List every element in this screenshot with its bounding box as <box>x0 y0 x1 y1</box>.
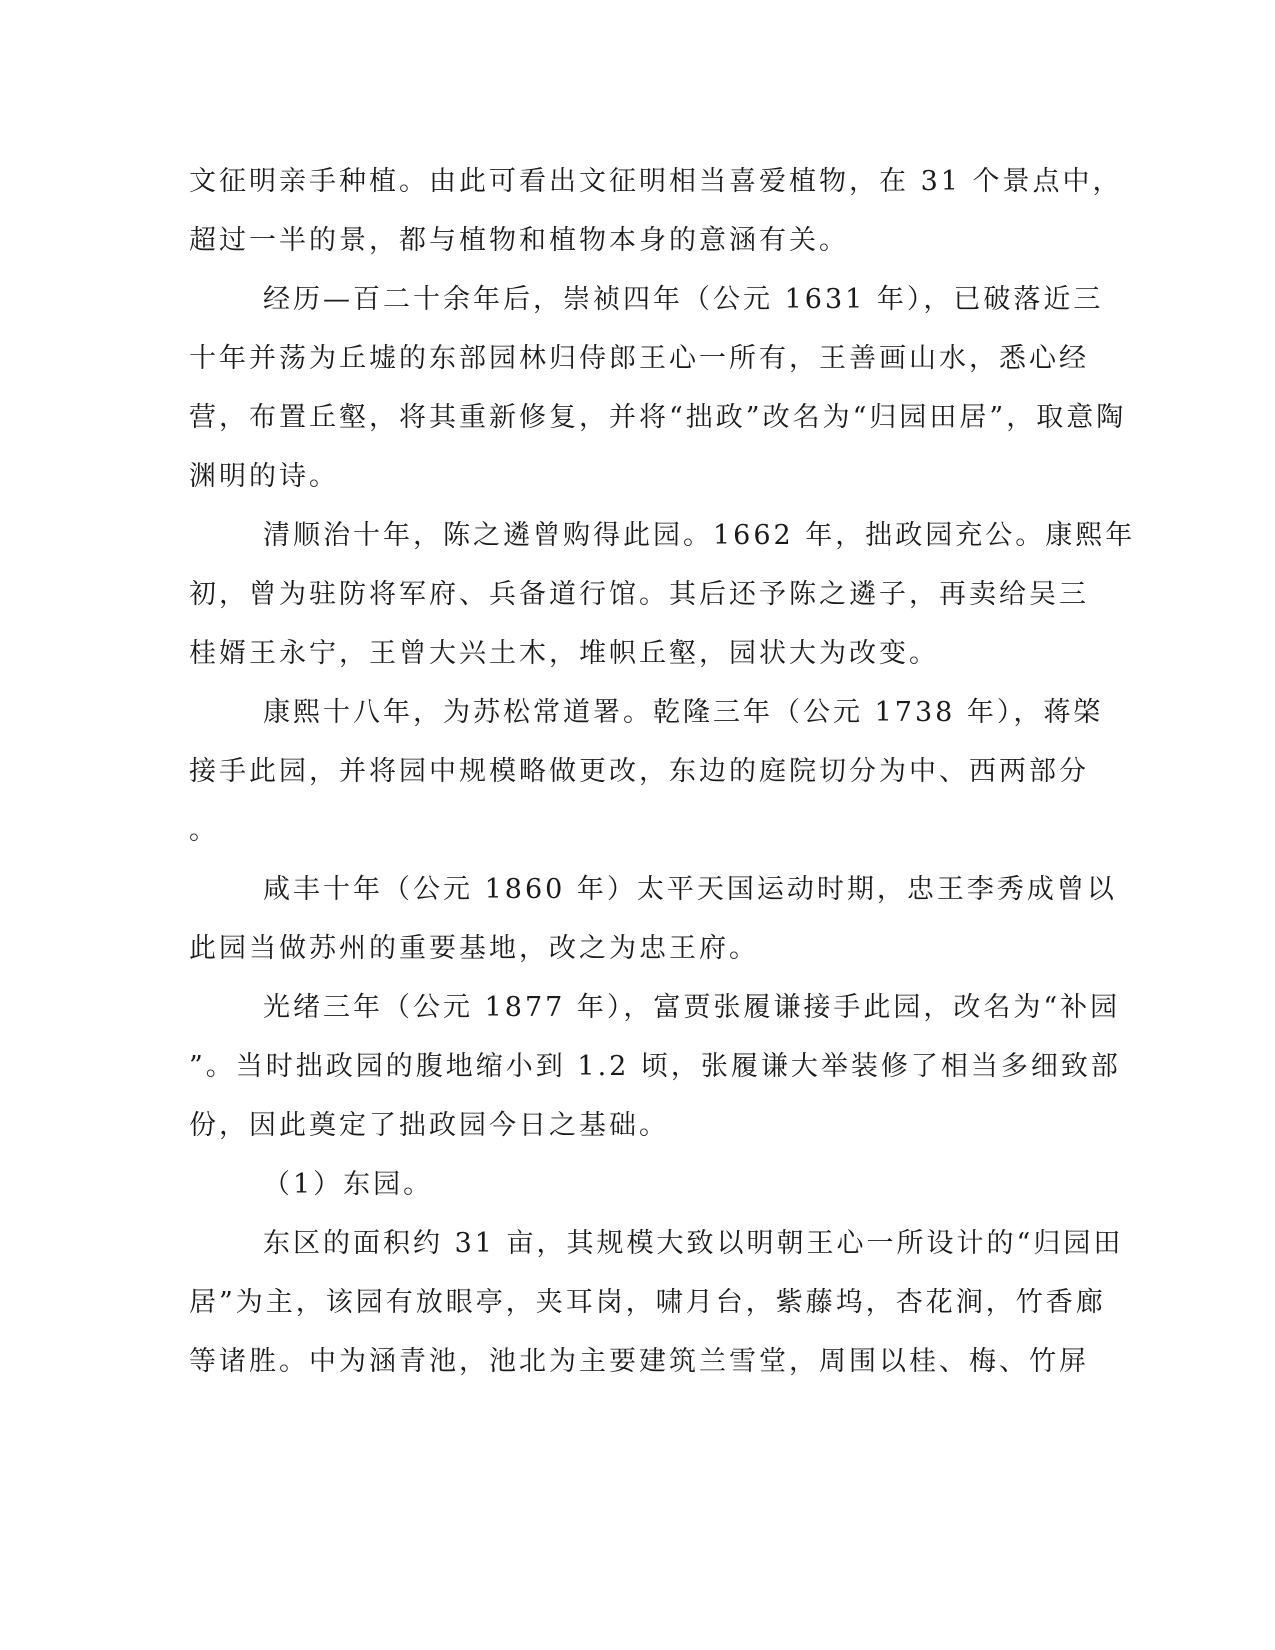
text-line: ”。当时拙政园的腹地缩小到 1.2 顷，张履谦大举装修了相当多细致部 <box>189 1051 1121 1082</box>
text-line: 桂婿王永宁，王曾大兴土木，堆帜丘壑，园状大为改变。 <box>189 638 939 669</box>
text-line: 十年并荡为丘墟的东部园林归侍郎王心一所有，王善画山水，悉心经 <box>189 343 1089 374</box>
paragraph-start-line: 清顺治十年，陈之遴曾购得此园。1662 年，拙政园充公。康熙年 <box>263 520 1136 551</box>
paragraph-start-line: 康熙十八年，为苏松常道署。乾隆三年（公元 1738 年），蒋棨 <box>263 697 1104 728</box>
paragraph-start-line: 东区的面积约 31 亩，其规模大致以明朝王心一所设计的“归园田 <box>263 1228 1124 1259</box>
text-line: 份，因此奠定了拙政园今日之基础。 <box>189 1110 669 1141</box>
paragraph-start-line: 光绪三年（公元 1877 年），富贾张履谦接手此园，改名为“补园 <box>263 992 1121 1023</box>
text-line: 文征明亲手种植。由此可看出文征明相当喜爱植物，在 31 个景点中， <box>189 166 1123 197</box>
text-line: 此园当做苏州的重要基地，改之为忠王府。 <box>189 933 759 964</box>
text-line: 等诸胜。中为涵青池，池北为主要建筑兰雪堂，周围以桂、梅、竹屏 <box>189 1346 1089 1377</box>
text-line: 初，曾为驻防将军府、兵备道行馆。其后还予陈之遴子，再卖给吴三 <box>189 579 1089 610</box>
text-line: 。 <box>189 815 219 846</box>
text-line: 营，布置丘壑，将其重新修复，并将“拙政”改名为“归园田居”，取意陶 <box>189 402 1127 433</box>
section-heading: （1）东园。 <box>263 1169 434 1200</box>
text-line: 接手此园，并将园中规模略做更改，东边的庭院切分为中、西两部分 <box>189 756 1089 787</box>
text-line: 渊明的诗。 <box>189 461 339 492</box>
text-line: 超过一半的景，都与植物和植物本身的意涵有关。 <box>189 225 849 256</box>
paragraph-start-line: 咸丰十年（公元 1860 年）太平天国运动时期，忠王李秀成曾以 <box>263 874 1117 905</box>
paragraph-start-line: 经历—百二十余年后，崇祯四年（公元 1631 年），已破落近三 <box>263 284 1104 315</box>
text-line: 居”为主，该园有放眼亭，夹耳岗，啸月台，紫藤坞，杏花涧，竹香廊 <box>189 1287 1106 1318</box>
